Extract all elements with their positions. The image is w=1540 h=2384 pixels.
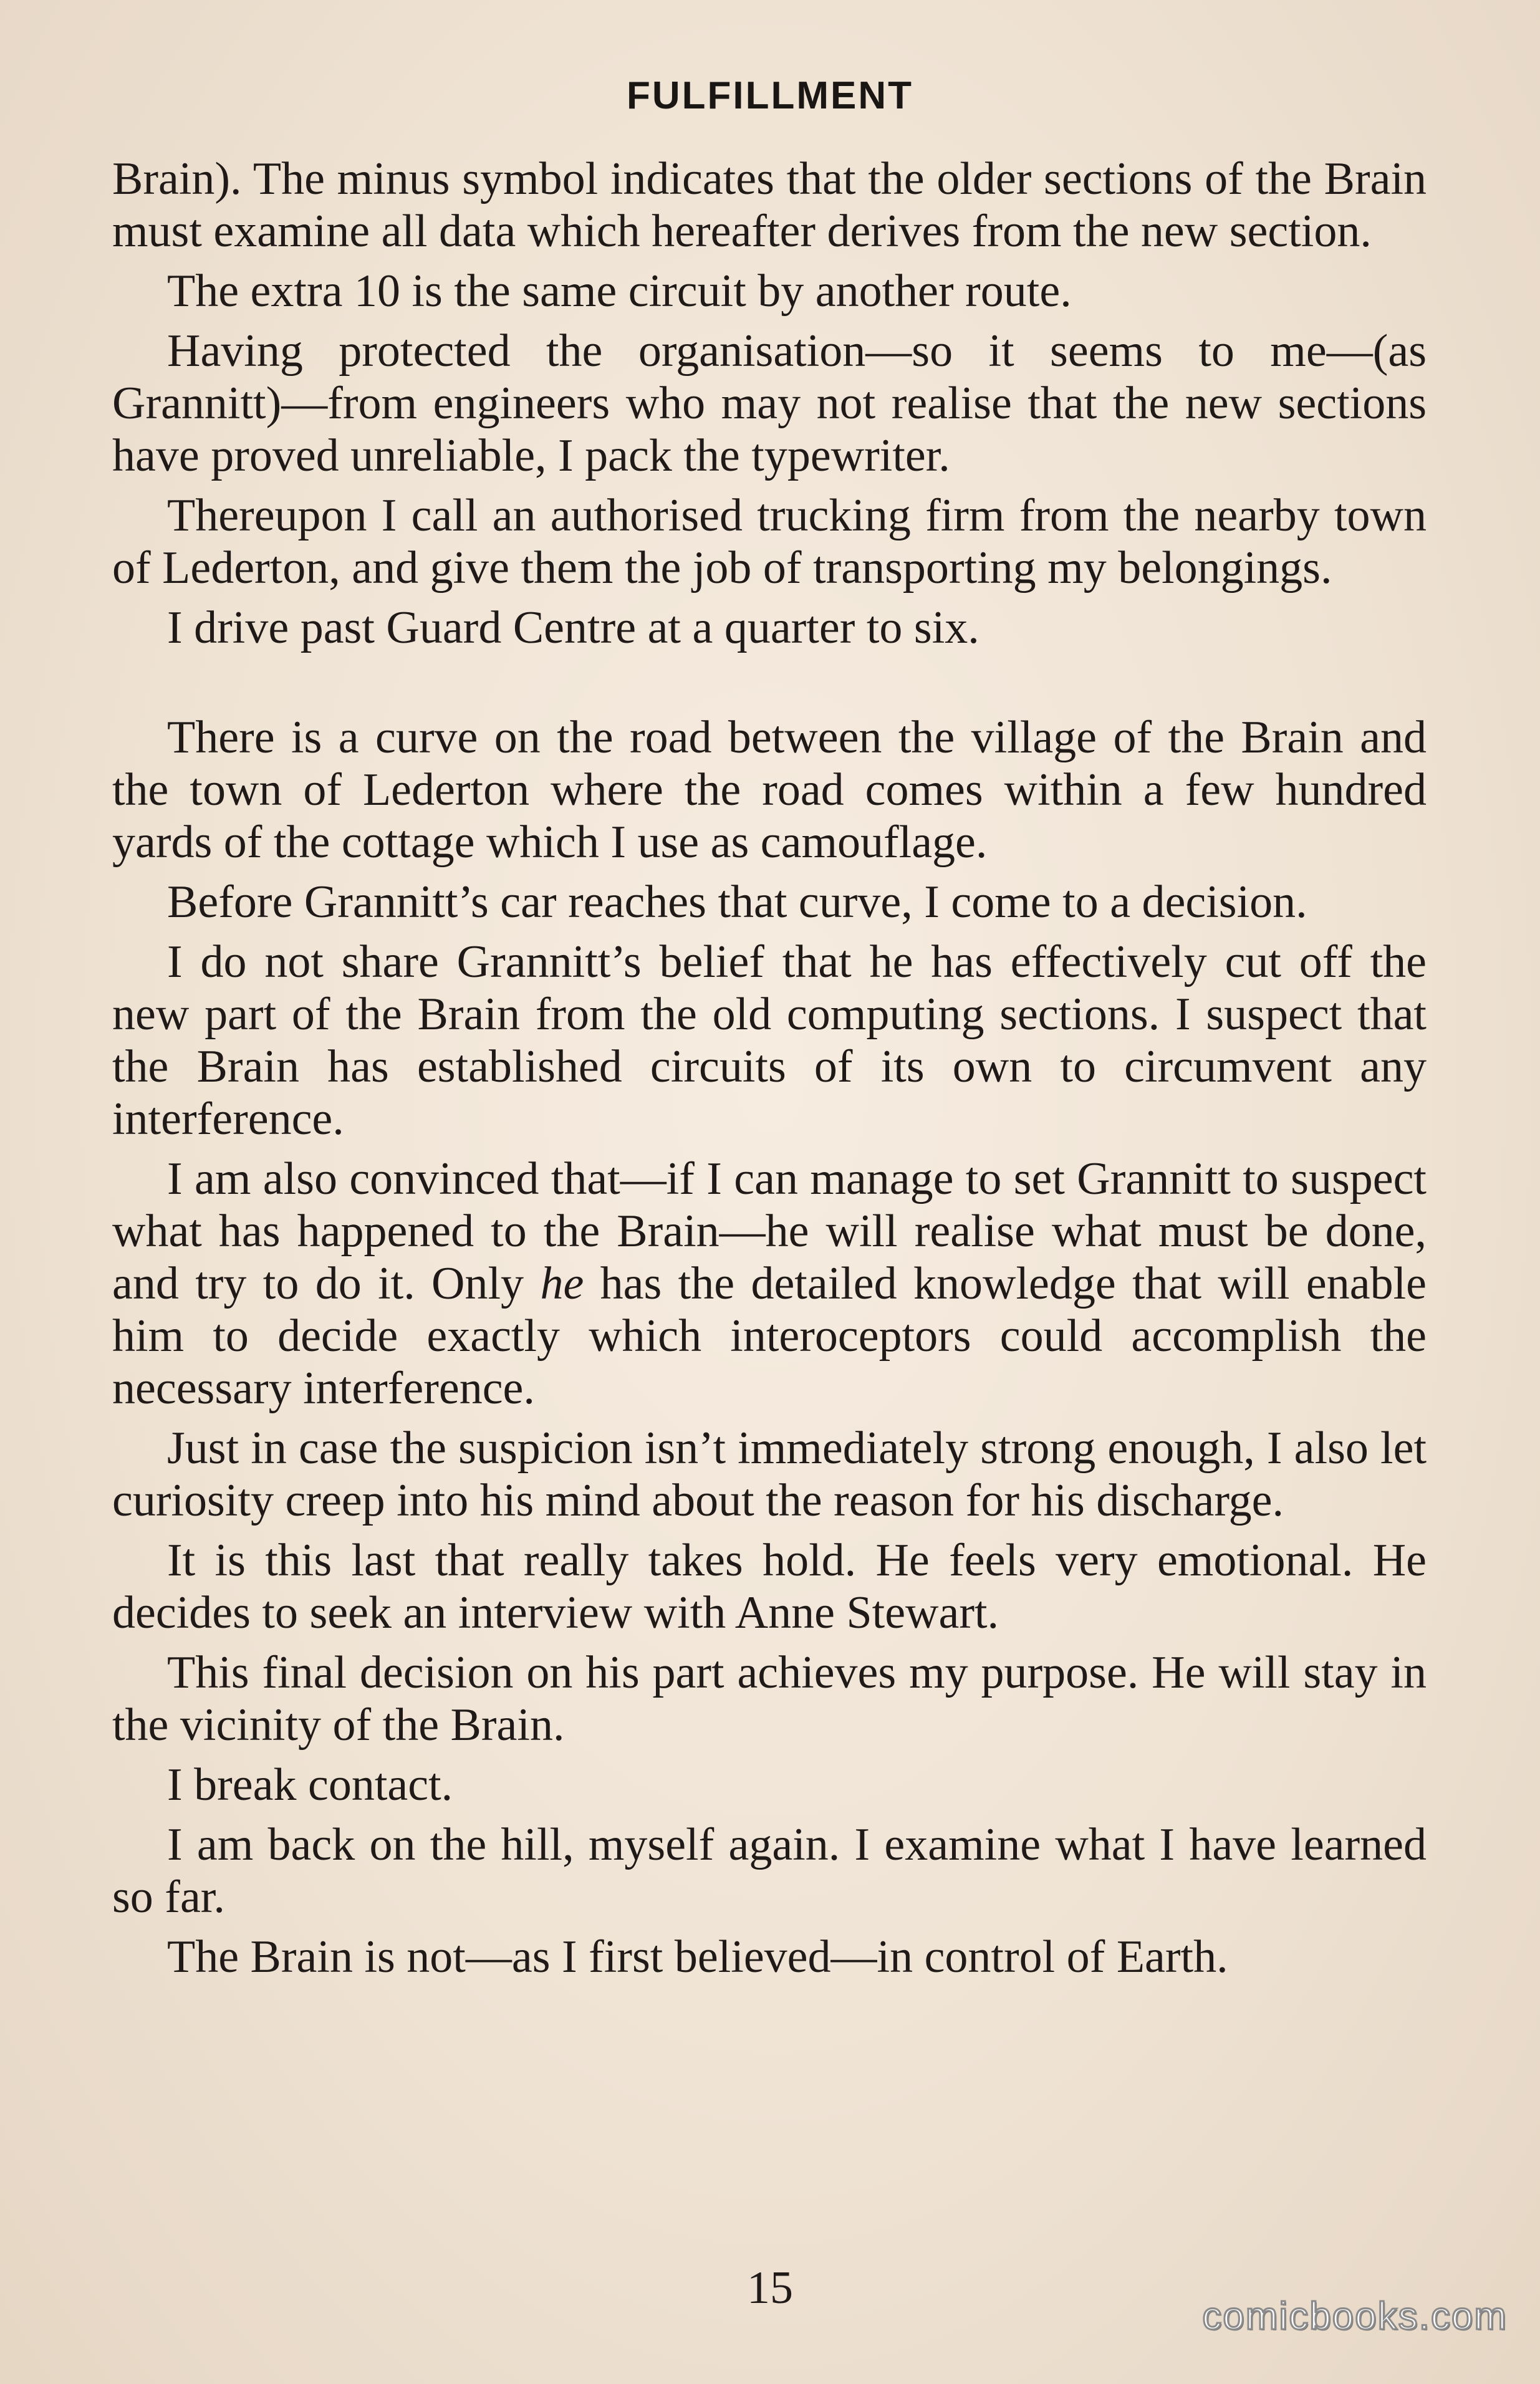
paragraph: It is this last that really takes hold. He feels very emotional. He decides to seek an interview with Anne Stewart. xyxy=(112,1535,1427,1638)
paragraph: I am back on the hill, myself again. I examine what I have learned so far. xyxy=(112,1819,1427,1923)
paragraph: I drive past Guard Centre at a quarter to six. xyxy=(167,602,979,653)
paragraph: I do not share Grannitt’s belief that he has effectively cut off the new part of the Brain from the old computing sections. I suspect that the Brain has established circuits of its own to circumvent any interference. xyxy=(112,936,1427,1145)
running-head: FULFILLMENT xyxy=(626,74,913,117)
paragraph: Before Grannitt’s car reaches that curve, I come to a decision. xyxy=(167,877,1307,928)
body-text xyxy=(112,153,1427,1991)
paragraph-text: has the detailed knowledge that will enable him to decide exactly which interoceptors could accomplish the necessary interference. xyxy=(112,1258,1427,1414)
paragraph: There is a curve on the road between the village of the Brain and the town of Lederton where the road comes within a few hundred yards of the cottage which I use as camouflage. xyxy=(112,712,1427,868)
paragraph: Having protected the organisation—so it seems to me—(as Grannitt)—from engineers who may not realise that the new sections have proved unreliable, I pack the typewriter. xyxy=(112,325,1427,481)
paragraph-with-emphasis xyxy=(112,1153,1427,1415)
watermark-logo: comicbooks.com xyxy=(1202,2295,1508,2338)
emphasis-he: he xyxy=(540,1258,584,1309)
page-number: 15 xyxy=(747,2262,793,2314)
paragraph: Brain). The minus symbol indicates that the older sections of the Brain must examine all data which hereafter derives from the new section. xyxy=(112,153,1427,257)
paragraph: The extra 10 is the same circuit by another route. xyxy=(167,266,1072,317)
paragraph: I break contact. xyxy=(167,1759,453,1810)
paragraph: This final decision on his part achieves my purpose. He will stay in the vicinity of the Brain. xyxy=(112,1647,1427,1751)
paragraph-text: I am also convinced that—if I can manage to set Grannitt to suspect what has happened to the Brain—he will realise what must be done, and try to do it. Only xyxy=(112,1153,1427,1309)
paragraph: The Brain is not—as I first believed—in control of Earth. xyxy=(167,1931,1228,1983)
paragraph: Thereupon I call an authorised trucking firm from the nearby town of Lederton, and give them the job of transporting my belongings. xyxy=(112,490,1427,594)
paragraph: Just in case the suspicion isn’t immediately strong enough, I also let curiosity creep into his mind about the reason for his discharge. xyxy=(112,1423,1427,1526)
